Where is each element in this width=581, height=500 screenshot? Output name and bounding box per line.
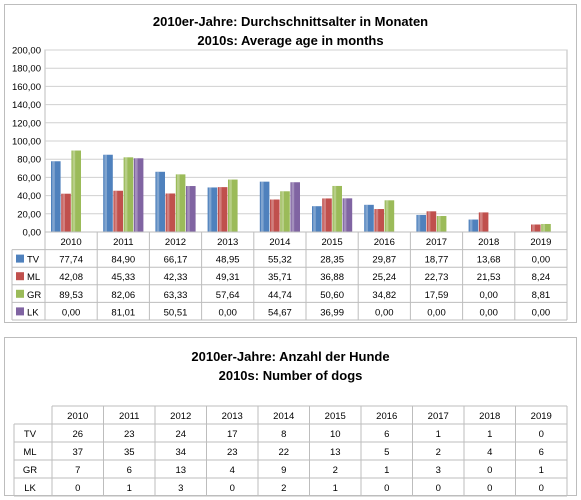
data-label: 0,00 bbox=[531, 307, 551, 319]
bar-highlight bbox=[187, 186, 190, 232]
dogs-year-header: 2017 bbox=[427, 411, 449, 422]
data-label: 49,31 bbox=[215, 272, 240, 284]
data-label: 0,00 bbox=[479, 307, 498, 319]
legend-swatch-tv bbox=[16, 255, 24, 263]
data-label: 0,00 bbox=[375, 307, 394, 319]
data-label: 50,51 bbox=[163, 307, 188, 319]
dogs-cell: 1 bbox=[487, 429, 493, 440]
bar-highlight bbox=[135, 158, 138, 232]
bar-highlight bbox=[52, 161, 55, 232]
bar-highlight bbox=[125, 157, 128, 232]
dogs-row-label: TV bbox=[23, 429, 37, 440]
dogs-cell: 34 bbox=[175, 447, 187, 458]
data-label: 54,67 bbox=[268, 307, 292, 319]
dogs-cell: 9 bbox=[281, 465, 287, 476]
dogs-cell: 1 bbox=[332, 483, 338, 494]
data-label: 8,81 bbox=[531, 289, 551, 301]
age-chart-title: 2010er-Jahre: Durchschnittsalter in Monaten bbox=[152, 14, 429, 29]
dogs-cell: 6 bbox=[384, 429, 390, 440]
bar-highlight bbox=[177, 174, 180, 232]
x-tick-label: 2011 bbox=[113, 237, 134, 248]
dogs-year-header: 2019 bbox=[530, 411, 552, 422]
dogs-cell: 22 bbox=[278, 447, 290, 458]
bar-highlight bbox=[62, 194, 65, 232]
dogs-cell: 3 bbox=[178, 483, 184, 494]
dogs-cell: 4 bbox=[229, 465, 235, 476]
bar-highlight bbox=[271, 200, 274, 232]
data-label: 25,24 bbox=[372, 272, 397, 284]
data-label: 45,33 bbox=[111, 272, 136, 284]
dogs-year-header: 2015 bbox=[324, 411, 346, 422]
dogs-cell: 2 bbox=[332, 465, 338, 476]
bar-highlight bbox=[344, 198, 347, 232]
dogs-title: 2010er-Jahre: Anzahl der Hunde bbox=[191, 349, 390, 364]
data-label: 44,74 bbox=[268, 289, 292, 301]
dogs-cell: 0 bbox=[229, 483, 235, 494]
dogs-cell: 10 bbox=[329, 429, 341, 440]
dogs-cell: 0 bbox=[384, 483, 390, 494]
dogs-year-header: 2012 bbox=[170, 411, 192, 422]
x-tick-label: 2013 bbox=[217, 237, 239, 248]
y-tick-label: 80,00 bbox=[17, 154, 41, 166]
y-tick-label: 60,00 bbox=[17, 172, 41, 184]
bar-highlight bbox=[292, 182, 295, 232]
dogs-panel bbox=[4, 337, 577, 496]
dogs-cell: 0 bbox=[75, 483, 81, 494]
x-tick-label: 2010 bbox=[60, 237, 82, 248]
dogs-year-header: 2016 bbox=[376, 411, 398, 422]
bar-highlight bbox=[104, 155, 107, 232]
dogs-cell: 6 bbox=[126, 465, 132, 476]
x-tick-label: 2016 bbox=[373, 237, 395, 248]
dogs-row-label: LK bbox=[24, 483, 36, 494]
dogs-cell: 35 bbox=[123, 447, 135, 458]
bar-highlight bbox=[167, 193, 170, 232]
bar-highlight bbox=[386, 200, 389, 232]
x-tick-label: 2017 bbox=[425, 237, 448, 248]
legend-label: ML bbox=[27, 272, 41, 284]
y-tick-label: 40,00 bbox=[17, 191, 41, 203]
dogs-year-header: 2018 bbox=[479, 411, 501, 422]
dogs-row-label: ML bbox=[23, 447, 37, 458]
dogs-cell: 6 bbox=[538, 447, 544, 458]
x-tick-label: 2015 bbox=[321, 237, 343, 248]
dogs-cell: 0 bbox=[538, 429, 544, 440]
data-label: 13,68 bbox=[476, 254, 501, 266]
data-label: 82,06 bbox=[111, 289, 136, 301]
bar-highlight bbox=[229, 180, 232, 232]
dogs-cell: 37 bbox=[72, 447, 84, 458]
legend-swatch-ml bbox=[16, 272, 24, 280]
data-label: 0,00 bbox=[218, 307, 237, 319]
bar-highlight bbox=[261, 182, 264, 232]
bar-highlight bbox=[313, 206, 316, 232]
dogs-cell: 2 bbox=[281, 483, 287, 494]
data-label: 50,60 bbox=[320, 289, 344, 301]
data-label: 0,00 bbox=[427, 307, 446, 319]
data-label: 17,59 bbox=[424, 289, 449, 301]
bar-highlight bbox=[532, 225, 535, 232]
dogs-cell: 2 bbox=[435, 447, 441, 458]
bar-highlight bbox=[365, 205, 368, 232]
bar-highlight bbox=[157, 172, 160, 232]
x-tick-label: 2019 bbox=[530, 237, 552, 248]
y-tick-label: 20,00 bbox=[17, 209, 41, 221]
data-label: 66,17 bbox=[163, 254, 188, 266]
data-label: 0,00 bbox=[61, 307, 81, 319]
bar-highlight bbox=[281, 191, 284, 232]
data-label: 0,00 bbox=[479, 289, 498, 301]
data-label: 36,88 bbox=[320, 272, 344, 284]
data-label: 28,35 bbox=[320, 254, 344, 266]
dogs-cell: 3 bbox=[435, 465, 441, 476]
dogs-cell: 23 bbox=[123, 429, 135, 440]
data-label: 48,95 bbox=[215, 254, 240, 266]
bar-highlight bbox=[334, 186, 337, 232]
dogs-cell: 1 bbox=[384, 465, 390, 476]
dogs-cell: 23 bbox=[226, 447, 238, 458]
dogs-year-header: 2013 bbox=[221, 411, 243, 422]
data-label: 77,74 bbox=[59, 254, 83, 266]
bar-highlight bbox=[470, 220, 473, 232]
dogs-cell: 24 bbox=[175, 429, 187, 440]
y-tick-label: 120,00 bbox=[11, 118, 41, 130]
dogs-cell: 4 bbox=[487, 447, 493, 458]
bar-highlight bbox=[115, 191, 118, 232]
data-label: 84,90 bbox=[111, 254, 136, 266]
data-label: 8,24 bbox=[531, 272, 551, 284]
y-tick-label: 100,00 bbox=[11, 136, 41, 148]
legend-label: GR bbox=[27, 289, 42, 301]
data-label: 35,71 bbox=[268, 272, 292, 284]
dogs-cell: 0 bbox=[538, 483, 544, 494]
dogs-cell: 0 bbox=[487, 483, 493, 494]
data-label: 81,01 bbox=[111, 307, 136, 319]
bar-highlight bbox=[323, 198, 326, 232]
data-label: 21,53 bbox=[476, 272, 501, 284]
y-tick-label: 200,00 bbox=[11, 45, 41, 57]
dogs-cell: 7 bbox=[75, 465, 81, 476]
dogs-cell: 1 bbox=[538, 465, 544, 476]
dogs-cell: 0 bbox=[487, 465, 493, 476]
legend-label: LK bbox=[27, 307, 39, 319]
bar-highlight bbox=[219, 187, 222, 232]
dogs-cell: 17 bbox=[226, 429, 238, 440]
age-chart-subtitle: 2010s: Average age in months bbox=[197, 33, 384, 48]
dogs-cell: 13 bbox=[175, 465, 187, 476]
y-tick-label: 180,00 bbox=[11, 63, 41, 75]
bar-highlight bbox=[209, 187, 212, 232]
bar-highlight bbox=[542, 224, 545, 232]
dogs-cell: 13 bbox=[329, 447, 341, 458]
dogs-cell: 8 bbox=[281, 429, 287, 440]
bar-highlight bbox=[480, 212, 483, 232]
dogs-year-header: 2014 bbox=[273, 411, 295, 422]
bar-highlight bbox=[376, 209, 379, 232]
dogs-cell: 26 bbox=[72, 429, 84, 440]
legend-swatch-gr bbox=[16, 290, 24, 298]
legend-label: TV bbox=[27, 254, 40, 266]
dogs-row-label: GR bbox=[22, 465, 38, 476]
dogs-cell: 5 bbox=[384, 447, 390, 458]
bar-highlight bbox=[73, 151, 76, 232]
bar-highlight bbox=[428, 211, 431, 232]
data-label: 29,87 bbox=[372, 254, 397, 266]
bar-highlight bbox=[418, 215, 421, 232]
data-label: 42,33 bbox=[163, 272, 188, 284]
data-label: 89,53 bbox=[59, 289, 83, 301]
x-tick-label: 2018 bbox=[478, 237, 500, 248]
data-label: 0,00 bbox=[531, 254, 551, 266]
dogs-year-header: 2011 bbox=[119, 411, 140, 422]
data-label: 22,73 bbox=[424, 272, 449, 284]
y-tick-label: 160,00 bbox=[11, 81, 41, 93]
legend-swatch-lk bbox=[16, 307, 24, 315]
dogs-subtitle: 2010s: Number of dogs bbox=[218, 368, 363, 383]
y-tick-label: 0,00 bbox=[22, 227, 41, 239]
x-tick-label: 2014 bbox=[269, 237, 291, 248]
x-tick-label: 2012 bbox=[164, 237, 187, 248]
data-label: 57,64 bbox=[215, 289, 240, 301]
data-label: 55,32 bbox=[268, 254, 292, 266]
data-label: 42,08 bbox=[59, 272, 83, 284]
data-label: 34,82 bbox=[372, 289, 397, 301]
data-label: 18,77 bbox=[424, 254, 449, 266]
data-label: 63,33 bbox=[163, 289, 188, 301]
y-tick-label: 140,00 bbox=[11, 100, 41, 112]
data-label: 36,99 bbox=[320, 307, 344, 319]
dogs-cell: 0 bbox=[435, 483, 441, 494]
dogs-cell: 1 bbox=[435, 429, 441, 440]
dogs-cell: 1 bbox=[126, 483, 132, 494]
dogs-year-header: 2010 bbox=[67, 411, 89, 422]
bar-highlight bbox=[438, 216, 441, 232]
